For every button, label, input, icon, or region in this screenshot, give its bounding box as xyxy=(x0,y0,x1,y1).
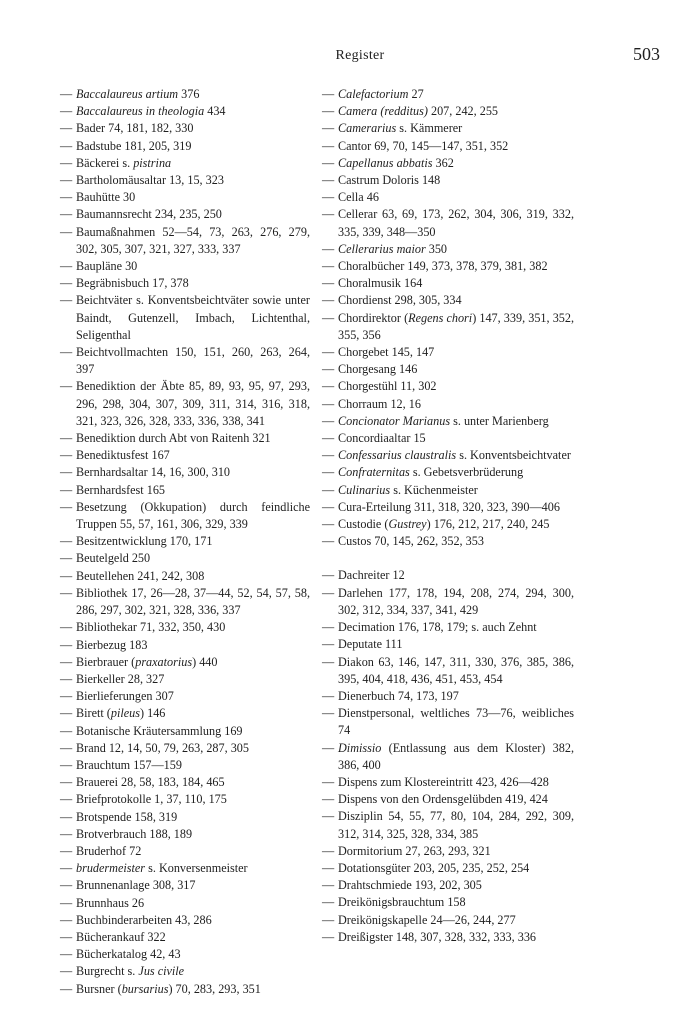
index-entry-text: Bursner ( xyxy=(76,981,122,996)
index-entry xyxy=(322,791,574,808)
index-entry-text: s. Konventsbeichtvater xyxy=(456,448,571,463)
index-entry-text: 207, 242, 255 xyxy=(427,104,499,119)
index-column-left xyxy=(60,86,310,998)
index-entry-italic-text: Confessarius claustralis xyxy=(338,448,457,463)
index-entry-text: ) 147, 339, 351, 352, 355, 356 xyxy=(338,310,575,342)
index-entry xyxy=(60,189,310,206)
index-entry-text: Benediktusfest 167 xyxy=(76,448,170,463)
index-entry-text: Bibliothekar 71, 332, 350, 430 xyxy=(76,620,226,635)
index-entry-text: Dormitorium 27, 263, 293, 321 xyxy=(338,843,491,858)
index-entry-italic-text: Confraternitas xyxy=(338,465,410,480)
index-entry-text: Bartholomäusaltar 13, 15, 323 xyxy=(76,173,224,188)
index-entry-text: Brunnenanlage 308, 317 xyxy=(76,878,196,893)
index-entry xyxy=(322,310,574,344)
index-entry-text: 27 xyxy=(408,87,424,101)
index-entry-text: ) 440 xyxy=(192,654,218,669)
index-entry xyxy=(60,206,310,223)
index-entry-italic-text: Jus civile xyxy=(138,964,185,979)
index-entry-italic-text: pileus xyxy=(110,706,140,721)
index-entry-text: Drahtschmiede 193, 202, 305 xyxy=(338,878,482,893)
index-entry-text: Badstube 181, 205, 319 xyxy=(76,138,192,153)
index-entry-text: Cellerar 63, 69, 173, 262, 304, 306, 319, 332, 335, 339, 348—350 xyxy=(338,207,574,239)
index-entry-text: Baumaßnahmen 52—54, 73, 263, 276, 279, 302, 305, 307, 321, 327, 333, 337 xyxy=(76,224,310,256)
index-entry-text: Dachreiter 12 xyxy=(338,568,405,583)
index-entry-italic-text: brudermeister xyxy=(76,861,146,876)
index-entry xyxy=(60,981,310,998)
index-entry-text: Brunnhaus 26 xyxy=(76,895,145,910)
index-entry-text: Besitzentwicklung 170, 171 xyxy=(76,534,213,549)
index-entry xyxy=(322,705,574,739)
index-entry-text: Concordiaaltar 15 xyxy=(338,431,426,446)
index-entry xyxy=(60,447,310,464)
index-entry xyxy=(60,155,310,172)
index-entry xyxy=(60,809,310,826)
index-entry-text: Dotationsgüter 203, 205, 235, 252, 254 xyxy=(338,860,530,875)
letter-group-gap xyxy=(322,550,574,567)
index-entry xyxy=(322,533,574,550)
index-entry-text: Chorraum 12, 16 xyxy=(338,396,421,411)
index-entry xyxy=(322,103,574,120)
index-entry xyxy=(60,499,310,533)
index-entry xyxy=(322,378,574,395)
index-entry xyxy=(60,774,310,791)
index-entry xyxy=(60,533,310,550)
index-entry-text: Dispens von den Ordensgelübden 419, 424 xyxy=(338,792,548,807)
index-entry-text: Birett ( xyxy=(76,706,111,721)
index-entry-text: Chordirektor ( xyxy=(338,310,409,325)
index-entry xyxy=(322,808,574,842)
index-entry xyxy=(60,344,310,378)
index-column-right xyxy=(322,86,574,946)
index-entry-text: s. Konversenmeister xyxy=(145,861,248,876)
index-entry xyxy=(60,482,310,499)
index-entry-text: Diakon 63, 146, 147, 311, 330, 376, 385, 386, 395, 404, 418, 436, 451, 453, 454 xyxy=(338,654,574,686)
index-entry-text: 434 xyxy=(204,104,226,119)
index-entry xyxy=(60,895,310,912)
index-entry-text: Choralmusik 164 xyxy=(338,276,423,291)
index-entry-text: Dreikönigskapelle 24—26, 244, 277 xyxy=(338,912,516,927)
index-entry xyxy=(60,912,310,929)
index-entry xyxy=(322,275,574,292)
index-entry-text: Dreikönigsbrauchtum 158 xyxy=(338,895,466,910)
index-entry xyxy=(322,155,574,172)
index-entry-italic-text: Camera (redditus) xyxy=(338,104,428,119)
index-entry xyxy=(322,619,574,636)
index-entry xyxy=(322,567,574,584)
index-entry-text: ) 70, 283, 293, 351 xyxy=(168,981,261,996)
index-entry-text: Choralbücher 149, 373, 378, 379, 381, 382 xyxy=(338,259,548,274)
index-entry xyxy=(60,654,310,671)
index-entry xyxy=(60,172,310,189)
index-entry-text: Buchbinderarbeiten 43, 286 xyxy=(76,912,212,927)
index-entry xyxy=(322,86,574,103)
index-entry-italic-text: Baccalaureus artium xyxy=(76,87,179,101)
index-entry-text: Briefprotokolle 1, 37, 110, 175 xyxy=(76,792,227,807)
index-entry-italic-text: Calefactorium xyxy=(338,87,409,101)
index-entry-text: Darlehen 177, 178, 194, 208, 274, 294, 300, 302, 312, 334, 337, 341, 429 xyxy=(338,585,574,617)
index-entry-text: Beutelgeld 250 xyxy=(76,551,151,566)
index-entry-text: 350 xyxy=(425,241,448,256)
index-entry-text: Bücherkatalog 42, 43 xyxy=(76,947,181,962)
index-entry-text: Bäckerei s. xyxy=(76,155,134,170)
index-entry xyxy=(322,482,574,499)
index-entry-text: ) 146 xyxy=(140,706,166,721)
index-entry-text: Besetzung (Okkupation) durch feindliche Truppen 55, 57, 161, 306, 329, 339 xyxy=(76,499,310,532)
index-entry-text: Benediktion durch Abt von Raitenh 321 xyxy=(76,431,271,446)
index-entry-text: Dispens zum Klostereintritt 423, 426—428 xyxy=(338,774,549,789)
index-entry xyxy=(322,843,574,860)
index-entry xyxy=(60,224,310,258)
index-entry-text: Bauhütte 30 xyxy=(76,190,136,205)
index-entry-text: Bierbrauer ( xyxy=(76,654,136,669)
index-entry xyxy=(322,361,574,378)
index-entry-text: Baumannsrecht 234, 235, 250 xyxy=(76,207,222,222)
index-entry xyxy=(322,499,574,516)
index-entry xyxy=(322,206,574,240)
index-entry xyxy=(60,430,310,447)
index-entry-text: Cella 46 xyxy=(338,190,379,205)
index-entry-text: Beichtväter s. Konventsbeichtväter sowie unter Baindt, Gutenzell, Imbach, Lichtenthal, Seligenthal xyxy=(76,293,310,342)
index-entry xyxy=(60,826,310,843)
page-number: 503 xyxy=(633,44,660,64)
index-entry xyxy=(322,464,574,481)
index-entry-text: Benediktion der Äbte 85, 89, 93, 95, 97, 293, 296, 298, 304, 307, 309, 311, 314, 316, 318, 321, 323, 326, 328, 333, 336, 338, 341 xyxy=(76,379,310,428)
index-entry-text: Dreißigster 148, 307, 328, 332, 333, 336 xyxy=(338,929,537,944)
index-entry-text: Custodie ( xyxy=(338,517,389,532)
index-entry xyxy=(60,138,310,155)
index-entry xyxy=(322,860,574,877)
index-entry-text: Chorgesang 146 xyxy=(338,362,418,377)
index-entry xyxy=(322,877,574,894)
index-entry-italic-text: praxatorius xyxy=(135,654,193,669)
index-entry-text: Beutellehen 241, 242, 308 xyxy=(76,568,205,583)
index-entry-text: Begräbnisbuch 17, 378 xyxy=(76,276,189,291)
index-entry xyxy=(322,636,574,653)
index-entry-text: Bernhardsfest 165 xyxy=(76,482,166,497)
index-entry-italic-text: Culinarius xyxy=(338,482,391,497)
index-entry xyxy=(60,258,310,275)
index-entry xyxy=(60,946,310,963)
index-entry-text: s. Gebetsverbrüderung xyxy=(409,465,524,480)
index-entry-text: Bruderhof 72 xyxy=(76,843,142,858)
index-entry-text: Bibliothek 17, 26—28, 37—44, 52, 54, 57, 58, 286, 297, 302, 321, 328, 336, 337 xyxy=(76,585,310,618)
running-title: Register xyxy=(335,48,385,63)
index-entry xyxy=(322,138,574,155)
index-entry xyxy=(322,120,574,137)
index-entry-text: Cantor 69, 70, 145—147, 351, 352 xyxy=(338,138,509,153)
index-entry-text: Bücherankauf 322 xyxy=(76,929,166,944)
index-entry-text: Brotverbrauch 188, 189 xyxy=(76,826,193,841)
index-entry xyxy=(60,619,310,636)
index-entry xyxy=(322,585,574,619)
index-entry xyxy=(60,791,310,808)
index-entry xyxy=(60,723,310,740)
index-entry-text: Brand 12, 14, 50, 79, 263, 287, 305 xyxy=(76,740,249,755)
index-entry-italic-text: Camerarius xyxy=(338,121,397,136)
index-entry-italic-text: Regens chori xyxy=(408,310,473,325)
index-entry xyxy=(60,860,310,877)
index-entry-text: Bader 74, 181, 182, 330 xyxy=(76,121,194,136)
index-entry xyxy=(322,894,574,911)
index-entry-text: Chorgebet 145, 147 xyxy=(338,345,435,360)
index-entry-text: Dienstpersonal, weltliches 73—76, weibliches 74 xyxy=(338,706,574,738)
index-entry-text: Cura-Erteilung 311, 318, 320, 323, 390—406 xyxy=(338,499,560,514)
index-entry-italic-text: pistrina xyxy=(133,155,172,170)
index-entry-text: Burgrecht s. xyxy=(76,964,139,979)
index-entry xyxy=(60,705,310,722)
index-entry xyxy=(60,86,310,103)
index-entry xyxy=(322,516,574,533)
index-entry-text: Bierlieferungen 307 xyxy=(76,689,174,704)
index-entry-italic-text: Dimissio xyxy=(338,740,382,755)
index-entry xyxy=(322,396,574,413)
index-entry xyxy=(322,740,574,774)
index-entry xyxy=(322,912,574,929)
index-entry-italic-text: Capellanus abbatis xyxy=(338,155,433,170)
index-entry-text: Decimation 176, 178, 179; s. auch Zehnt xyxy=(338,620,537,635)
index-entry-text: Beichtvollmachten 150, 151, 260, 263, 264, 397 xyxy=(76,345,310,377)
index-entry-italic-text: Gustrey xyxy=(388,517,427,532)
index-entry xyxy=(60,671,310,688)
index-entry xyxy=(60,550,310,567)
index-entry xyxy=(60,637,310,654)
index-entry xyxy=(322,774,574,791)
index-entry xyxy=(60,757,310,774)
index-entry-text: Chordienst 298, 305, 334 xyxy=(338,293,462,308)
index-entry xyxy=(60,464,310,481)
index-entry-text: Custos 70, 145, 262, 352, 353 xyxy=(338,534,484,549)
index-entry-italic-text: bursarius xyxy=(121,981,169,996)
index-entry-text: Disziplin 54, 55, 77, 80, 104, 284, 292, 309, 312, 314, 325, 328, 334, 385 xyxy=(338,809,574,841)
index-entry-italic-text: Baccalaureus in theologia xyxy=(76,104,205,119)
index-entry xyxy=(322,258,574,275)
index-entry-text: Bierbezug 183 xyxy=(76,637,148,652)
index-entry xyxy=(322,413,574,430)
index-entry-text: Brauchtum 157—159 xyxy=(76,757,182,772)
index-entry-text: Dienerbuch 74, 173, 197 xyxy=(338,688,459,703)
index-entry-italic-text: Cellerarius maior xyxy=(338,241,426,256)
index-entry xyxy=(60,568,310,585)
index-entry xyxy=(60,275,310,292)
index-entry xyxy=(322,172,574,189)
index-entry xyxy=(60,963,310,980)
index-entry xyxy=(322,447,574,464)
index-entry-text: s. Kämmerer xyxy=(396,121,463,136)
index-entry xyxy=(322,688,574,705)
index-entry-text: 362 xyxy=(432,155,454,170)
index-entry-text: Castrum Doloris 148 xyxy=(338,173,441,188)
page-header xyxy=(60,44,660,72)
index-entry xyxy=(60,378,310,430)
index-entry-italic-text: Concionator Marianus xyxy=(338,413,451,428)
index-entry xyxy=(60,688,310,705)
index-entry-text: Brotspende 158, 319 xyxy=(76,809,178,824)
index-entry xyxy=(60,120,310,137)
index-entry-text: s. unter Marienberg xyxy=(450,413,549,428)
index-entry-text: 376 xyxy=(178,87,200,101)
index-entry xyxy=(322,344,574,361)
index-entry-text: ) 176, 212, 217, 240, 245 xyxy=(426,517,550,532)
index-entry-text: Bierkeller 28, 327 xyxy=(76,671,165,686)
index-entry xyxy=(60,585,310,619)
index-entry xyxy=(60,877,310,894)
index-entry xyxy=(322,189,574,206)
index-entry xyxy=(322,430,574,447)
index-entry-text: (Entlassung aus dem Kloster) 382, 386, 400 xyxy=(338,740,574,772)
index-entry xyxy=(60,292,310,344)
index-entry-text: Brauerei 28, 58, 183, 184, 465 xyxy=(76,775,225,790)
index-entry xyxy=(60,740,310,757)
index-entry-text: Baupläne 30 xyxy=(76,259,138,274)
index-entry-text: Bernhardsaltar 14, 16, 300, 310 xyxy=(76,465,231,480)
index-entry-text: Chorgestühl 11, 302 xyxy=(338,379,437,394)
index-entry xyxy=(322,241,574,258)
index-entry-text: Botanische Kräutersammlung 169 xyxy=(76,723,243,738)
index-entry xyxy=(322,654,574,688)
index-entry-text: s. Küchenmeister xyxy=(390,482,478,497)
index-entry xyxy=(60,103,310,120)
index-entry xyxy=(60,929,310,946)
index-entry xyxy=(322,292,574,309)
index-entry xyxy=(322,929,574,946)
index-entry-text: Deputate 111 xyxy=(338,637,403,652)
index-entry xyxy=(60,843,310,860)
